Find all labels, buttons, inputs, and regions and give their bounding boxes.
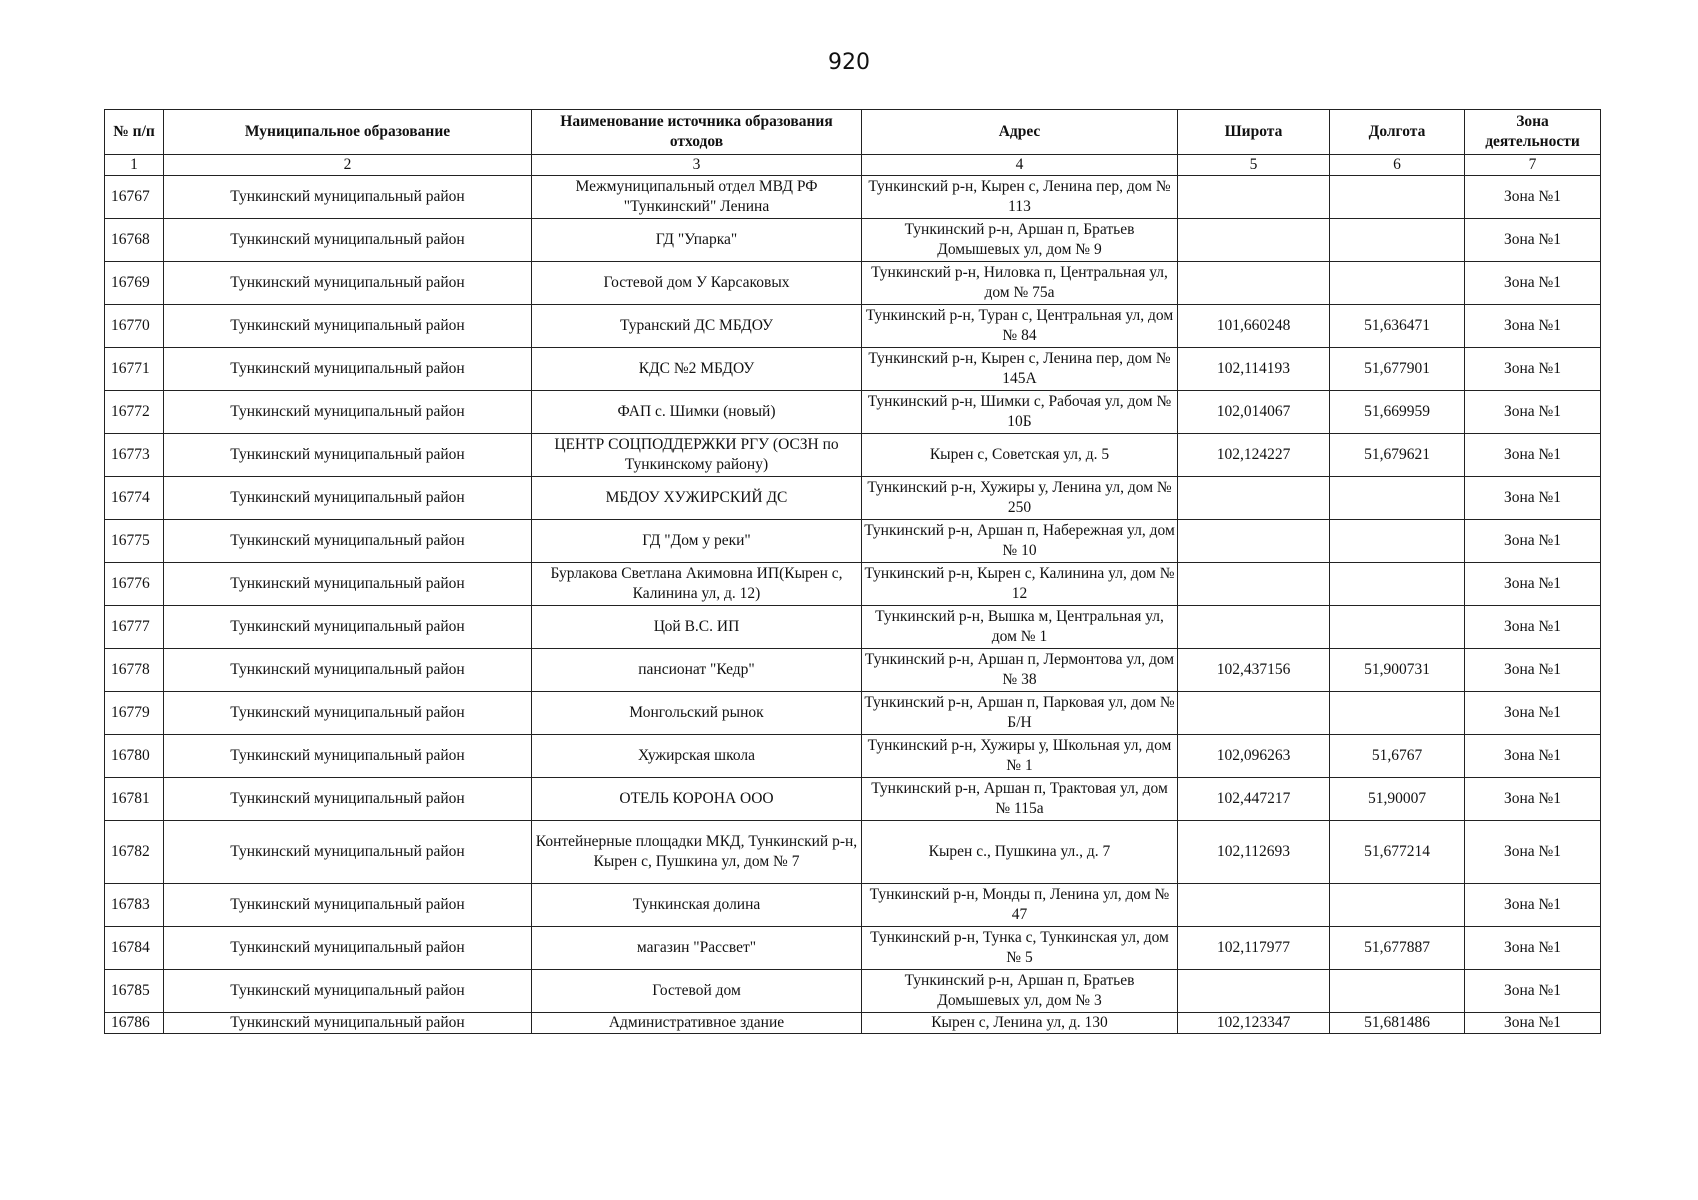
cell-longitude <box>1330 477 1465 520</box>
cell-municipality: Тункинский муниципальный район <box>164 927 532 970</box>
waste-sources-table-container <box>104 109 1600 1034</box>
cell-activity-zone: Зона №1 <box>1465 434 1601 477</box>
cell-activity-zone: Зона №1 <box>1465 606 1601 649</box>
cell-activity-zone: Зона №1 <box>1465 176 1601 219</box>
cell-row-number: 16775 <box>105 520 164 563</box>
cell-activity-zone: Зона №1 <box>1465 262 1601 305</box>
cell-source-name: Туранский ДС МБДОУ <box>532 305 862 348</box>
cell-address: Кырен с., Пушкина ул., д. 7 <box>862 821 1178 884</box>
cell-municipality: Тункинский муниципальный район <box>164 649 532 692</box>
cell-municipality: Тункинский муниципальный район <box>164 778 532 821</box>
cell-row-number: 16769 <box>105 262 164 305</box>
cell-latitude: 102,096263 <box>1178 735 1330 778</box>
table-row <box>105 1013 1601 1034</box>
cell-address: Тункинский р-н, Аршан п, Парковая ул, дом № Б/Н <box>862 692 1178 735</box>
cell-latitude <box>1178 520 1330 563</box>
cell-address: Тункинский р-н, Аршан п, Трактовая ул, дом № 115а <box>862 778 1178 821</box>
cell-activity-zone: Зона №1 <box>1465 778 1601 821</box>
cell-longitude: 51,669959 <box>1330 391 1465 434</box>
header-latitude: Широта <box>1178 110 1330 155</box>
cell-longitude: 51,636471 <box>1330 305 1465 348</box>
cell-municipality: Тункинский муниципальный район <box>164 821 532 884</box>
cell-row-number: 16772 <box>105 391 164 434</box>
cell-municipality: Тункинский муниципальный район <box>164 477 532 520</box>
cell-longitude: 51,679621 <box>1330 434 1465 477</box>
column-number: 4 <box>862 155 1178 176</box>
table-row <box>105 778 1601 821</box>
cell-latitude <box>1178 563 1330 606</box>
cell-longitude: 51,900731 <box>1330 649 1465 692</box>
header-municipality: Муниципальное образование <box>164 110 532 155</box>
cell-longitude: 51,681486 <box>1330 1013 1465 1034</box>
cell-address: Кырен с, Советская ул, д. 5 <box>862 434 1178 477</box>
cell-activity-zone: Зона №1 <box>1465 735 1601 778</box>
cell-municipality: Тункинский муниципальный район <box>164 606 532 649</box>
column-number: 3 <box>532 155 862 176</box>
cell-source-name: пансионат "Кедр" <box>532 649 862 692</box>
cell-latitude <box>1178 176 1330 219</box>
cell-source-name: ЦЕНТР СОЦПОДДЕРЖКИ РГУ (ОСЗН по Тункинскому району) <box>532 434 862 477</box>
cell-address: Тункинский р-н, Кырен с, Ленина пер, дом № 113 <box>862 176 1178 219</box>
cell-address: Тункинский р-н, Монды п, Ленина ул, дом № 47 <box>862 884 1178 927</box>
cell-activity-zone: Зона №1 <box>1465 927 1601 970</box>
cell-address: Тункинский р-н, Туран с, Центральная ул, дом № 84 <box>862 305 1178 348</box>
table-row <box>105 606 1601 649</box>
cell-activity-zone: Зона №1 <box>1465 970 1601 1013</box>
column-number: 1 <box>105 155 164 176</box>
cell-municipality: Тункинский муниципальный район <box>164 563 532 606</box>
table-row <box>105 970 1601 1013</box>
cell-municipality: Тункинский муниципальный район <box>164 434 532 477</box>
cell-municipality: Тункинский муниципальный район <box>164 884 532 927</box>
cell-latitude: 102,124227 <box>1178 434 1330 477</box>
cell-row-number: 16771 <box>105 348 164 391</box>
cell-address: Кырен с, Ленина ул, д. 130 <box>862 1013 1178 1034</box>
cell-municipality: Тункинский муниципальный район <box>164 520 532 563</box>
table-row <box>105 305 1601 348</box>
cell-source-name: Административное здание <box>532 1013 862 1034</box>
cell-address: Тункинский р-н, Хужиры у, Ленина ул, дом № 250 <box>862 477 1178 520</box>
cell-longitude: 51,677214 <box>1330 821 1465 884</box>
cell-municipality: Тункинский муниципальный район <box>164 1013 532 1034</box>
page-number: 920 <box>828 50 870 75</box>
cell-longitude <box>1330 262 1465 305</box>
cell-row-number: 16784 <box>105 927 164 970</box>
table-row <box>105 477 1601 520</box>
cell-latitude <box>1178 606 1330 649</box>
cell-latitude: 102,123347 <box>1178 1013 1330 1034</box>
table-row <box>105 348 1601 391</box>
cell-latitude <box>1178 219 1330 262</box>
cell-row-number: 16776 <box>105 563 164 606</box>
cell-municipality: Тункинский муниципальный район <box>164 348 532 391</box>
cell-activity-zone: Зона №1 <box>1465 649 1601 692</box>
table-row <box>105 692 1601 735</box>
cell-address: Тункинский р-н, Ниловка п, Центральная ул, дом № 75а <box>862 262 1178 305</box>
column-number: 5 <box>1178 155 1330 176</box>
cell-source-name: магазин "Рассвет" <box>532 927 862 970</box>
cell-address: Тункинский р-н, Вышка м, Центральная ул, дом № 1 <box>862 606 1178 649</box>
cell-activity-zone: Зона №1 <box>1465 391 1601 434</box>
cell-latitude <box>1178 884 1330 927</box>
cell-source-name: ГД "Упарка" <box>532 219 862 262</box>
table-row <box>105 262 1601 305</box>
cell-longitude <box>1330 606 1465 649</box>
header-row <box>105 110 1601 155</box>
cell-latitude: 102,114193 <box>1178 348 1330 391</box>
cell-latitude <box>1178 692 1330 735</box>
cell-row-number: 16770 <box>105 305 164 348</box>
cell-address: Тункинский р-н, Аршан п, Набережная ул, дом № 10 <box>862 520 1178 563</box>
cell-address: Тункинский р-н, Аршан п, Братьев Домышевых ул, дом № 9 <box>862 219 1178 262</box>
table-row <box>105 391 1601 434</box>
cell-municipality: Тункинский муниципальный район <box>164 391 532 434</box>
cell-activity-zone: Зона №1 <box>1465 348 1601 391</box>
column-number: 7 <box>1465 155 1601 176</box>
column-number-row <box>105 155 1601 176</box>
cell-activity-zone: Зона №1 <box>1465 563 1601 606</box>
cell-source-name: Монгольский рынок <box>532 692 862 735</box>
cell-municipality: Тункинский муниципальный район <box>164 735 532 778</box>
table-row <box>105 821 1601 884</box>
cell-row-number: 16783 <box>105 884 164 927</box>
cell-latitude: 102,447217 <box>1178 778 1330 821</box>
cell-longitude: 51,677887 <box>1330 927 1465 970</box>
cell-row-number: 16768 <box>105 219 164 262</box>
cell-row-number: 16767 <box>105 176 164 219</box>
cell-row-number: 16779 <box>105 692 164 735</box>
cell-latitude: 102,014067 <box>1178 391 1330 434</box>
cell-longitude <box>1330 219 1465 262</box>
cell-source-name: ГД "Дом у реки" <box>532 520 862 563</box>
header-row-number: № п/п <box>105 110 164 155</box>
column-number: 2 <box>164 155 532 176</box>
cell-source-name: Гостевой дом У Карсаковых <box>532 262 862 305</box>
cell-activity-zone: Зона №1 <box>1465 219 1601 262</box>
cell-latitude <box>1178 477 1330 520</box>
cell-row-number: 16782 <box>105 821 164 884</box>
cell-latitude <box>1178 262 1330 305</box>
table-row <box>105 520 1601 563</box>
cell-source-name: ОТЕЛЬ КОРОНА ООО <box>532 778 862 821</box>
cell-address: Тункинский р-н, Тунка с, Тункинская ул, дом № 5 <box>862 927 1178 970</box>
cell-source-name: ФАП с. Шимки (новый) <box>532 391 862 434</box>
column-number: 6 <box>1330 155 1465 176</box>
cell-longitude <box>1330 970 1465 1013</box>
cell-row-number: 16781 <box>105 778 164 821</box>
cell-address: Тункинский р-н, Кырен с, Ленина пер, дом № 145А <box>862 348 1178 391</box>
header-activity-zone: Зона деятельности <box>1465 110 1601 155</box>
cell-longitude <box>1330 692 1465 735</box>
cell-row-number: 16774 <box>105 477 164 520</box>
cell-latitude: 102,437156 <box>1178 649 1330 692</box>
header-address: Адрес <box>862 110 1178 155</box>
cell-municipality: Тункинский муниципальный район <box>164 262 532 305</box>
cell-address: Тункинский р-н, Аршан п, Лермонтова ул, дом № 38 <box>862 649 1178 692</box>
table-row <box>105 735 1601 778</box>
cell-source-name: Гостевой дом <box>532 970 862 1013</box>
cell-longitude: 51,90007 <box>1330 778 1465 821</box>
cell-row-number: 16780 <box>105 735 164 778</box>
table-row <box>105 927 1601 970</box>
cell-latitude: 101,660248 <box>1178 305 1330 348</box>
cell-latitude: 102,117977 <box>1178 927 1330 970</box>
cell-source-name: КДС №2 МБДОУ <box>532 348 862 391</box>
table-row <box>105 434 1601 477</box>
cell-longitude: 51,677901 <box>1330 348 1465 391</box>
cell-longitude: 51,6767 <box>1330 735 1465 778</box>
cell-source-name: Контейнерные площадки МКД, Тункинский р-н, Кырен с, Пушкина ул, дом № 7 <box>532 821 862 884</box>
cell-activity-zone: Зона №1 <box>1465 692 1601 735</box>
cell-row-number: 16773 <box>105 434 164 477</box>
header-longitude: Долгота <box>1330 110 1465 155</box>
cell-municipality: Тункинский муниципальный район <box>164 219 532 262</box>
cell-activity-zone: Зона №1 <box>1465 305 1601 348</box>
cell-address: Тункинский р-н, Кырен с, Калинина ул, дом № 12 <box>862 563 1178 606</box>
cell-activity-zone: Зона №1 <box>1465 520 1601 563</box>
cell-row-number: 16785 <box>105 970 164 1013</box>
cell-address: Тункинский р-н, Хужиры у, Школьная ул, дом № 1 <box>862 735 1178 778</box>
table-row <box>105 219 1601 262</box>
cell-longitude <box>1330 563 1465 606</box>
waste-sources-table <box>104 109 1601 1034</box>
cell-longitude <box>1330 176 1465 219</box>
cell-source-name: Межмуниципальный отдел МВД РФ "Тункинский" Ленина <box>532 176 862 219</box>
header-source-name: Наименование источника образования отходов <box>532 110 862 155</box>
cell-source-name: Бурлакова Светлана Акимовна ИП(Кырен с, Калинина ул, д. 12) <box>532 563 862 606</box>
cell-activity-zone: Зона №1 <box>1465 884 1601 927</box>
cell-longitude <box>1330 520 1465 563</box>
table-row <box>105 884 1601 927</box>
cell-longitude <box>1330 884 1465 927</box>
cell-source-name: Цой В.С. ИП <box>532 606 862 649</box>
cell-activity-zone: Зона №1 <box>1465 477 1601 520</box>
cell-source-name: МБДОУ ХУЖИРСКИЙ ДС <box>532 477 862 520</box>
cell-row-number: 16777 <box>105 606 164 649</box>
cell-source-name: Тункинская долина <box>532 884 862 927</box>
cell-municipality: Тункинский муниципальный район <box>164 970 532 1013</box>
table-row <box>105 563 1601 606</box>
cell-source-name: Хужирская школа <box>532 735 862 778</box>
cell-municipality: Тункинский муниципальный район <box>164 305 532 348</box>
cell-address: Тункинский р-н, Аршан п, Братьев Домышевых ул, дом № 3 <box>862 970 1178 1013</box>
cell-municipality: Тункинский муниципальный район <box>164 176 532 219</box>
cell-row-number: 16778 <box>105 649 164 692</box>
cell-latitude: 102,112693 <box>1178 821 1330 884</box>
cell-latitude <box>1178 970 1330 1013</box>
table-row <box>105 649 1601 692</box>
table-row <box>105 176 1601 219</box>
cell-row-number: 16786 <box>105 1013 164 1034</box>
cell-municipality: Тункинский муниципальный район <box>164 692 532 735</box>
cell-address: Тункинский р-н, Шимки с, Рабочая ул, дом № 10Б <box>862 391 1178 434</box>
cell-activity-zone: Зона №1 <box>1465 1013 1601 1034</box>
cell-activity-zone: Зона №1 <box>1465 821 1601 884</box>
